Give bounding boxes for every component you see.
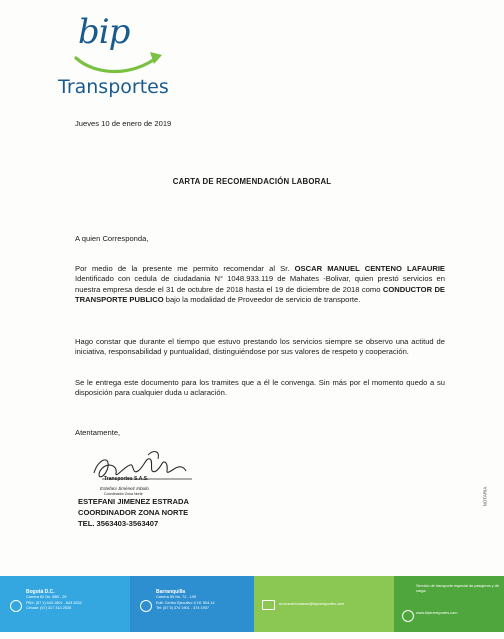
- signer-name: ESTEFANI JIMENEZ ESTRADA: [78, 497, 189, 506]
- footer-web: [394, 576, 504, 632]
- notary-stamp: [478, 476, 490, 524]
- logo-brand: bip: [78, 12, 130, 52]
- letter-date: Jueves 10 de enero de 2019: [75, 119, 172, 128]
- salutation: A quien Corresponda,: [75, 234, 149, 243]
- footer-web-text: www.biptransportes.com: [416, 611, 458, 615]
- footer-bogota-line: Celular: (57) 317 313 2535: [26, 606, 72, 611]
- job-title: CONDUCTOR DE TRANSPORTE PUBLICO: [75, 284, 445, 305]
- footer-service-text: Servicio de transporte especial de pasajeros y de carga.: [416, 584, 499, 594]
- employee-name: OSCAR MANUEL CENTENO LAFAURIE: [294, 264, 445, 273]
- logo-wordmark: Transportes: [58, 76, 169, 98]
- footer-barranquilla-title: Barranquilla: [156, 589, 186, 595]
- footer-bogota-title: Bogotá D.C.: [26, 589, 55, 595]
- stamp-company: Transportes S.A.S.: [104, 476, 149, 482]
- paragraph-conduct: Hago constar que durante el tiempo que estuvo prestando los servicios siempre se observo una actitud de iniciativa, responsabilidad y puntualidad, distinguiéndose por sus valores de respeto y cooperación.: [75, 337, 445, 357]
- footer-barranquilla-line: Carrera 55 No. 72 - 109: [156, 595, 197, 600]
- signer-phone: TEL. 3563403-3563407: [78, 519, 159, 528]
- location-pin-icon: [10, 600, 22, 612]
- location-pin-icon: [140, 600, 152, 612]
- swoosh-arrow-icon: [72, 46, 164, 76]
- letter-title: CARTA DE RECOMENDACIÓN LABORAL: [172, 177, 332, 186]
- envelope-icon: [262, 600, 275, 610]
- stamp-role: Coordinador Zona Norte: [104, 492, 143, 496]
- footer-bogota-line: Carrera 62 No. 98B - 25: [26, 595, 67, 600]
- paragraph-recommendation: Por medio de la presente me permito recomendar al Sr. OSCAR MANUEL CENTENO LAFAURIE Identificado con cedula de ciudadania N° 1048.933.119 de Mahates -Bolivar, quien prestó servicios en nuestra empresa desde el 31 de octubre de 2018 hasta el 19 de diciembre de 2018 como CONDUCTOR DE TRANSPORTE PUBLICO bajo la modalidad de Proveedor de servicio de transporte.: [75, 264, 445, 305]
- signer-role: COORDINADOR ZONA NORTE: [78, 508, 189, 517]
- footer-email: [254, 576, 394, 632]
- letter-footer: [0, 576, 504, 632]
- footer-email-text: recursoshumanos@bipransportes.com: [279, 602, 345, 606]
- stamp-name: Estefani Jiménez Inbolo: [100, 486, 149, 491]
- footer-barranquilla: [130, 576, 254, 632]
- footer-barranquilla-line: Tel: (57 5) 374 1901 - 374 1907: [156, 606, 209, 611]
- closing-remark: Atentamente,: [75, 428, 121, 437]
- globe-icon: [402, 610, 414, 622]
- footer-bogota-line: PBX: (57 1) 643 1801 - 643 2832: [26, 600, 82, 605]
- footer-bogota: [0, 576, 130, 632]
- bip-logo: [52, 10, 167, 105]
- paragraph-closing-note: Se le entrega este documento para los tramites que a él le convenga. Sin más por el momento quedo a su disposición para cualquier duda u aclaración.: [75, 378, 445, 398]
- notary-stamp-text: NOTARIA: [482, 486, 488, 507]
- footer-barranquilla-line: Edif. Centro Ejecutivo II Of. 504-14: [156, 600, 215, 605]
